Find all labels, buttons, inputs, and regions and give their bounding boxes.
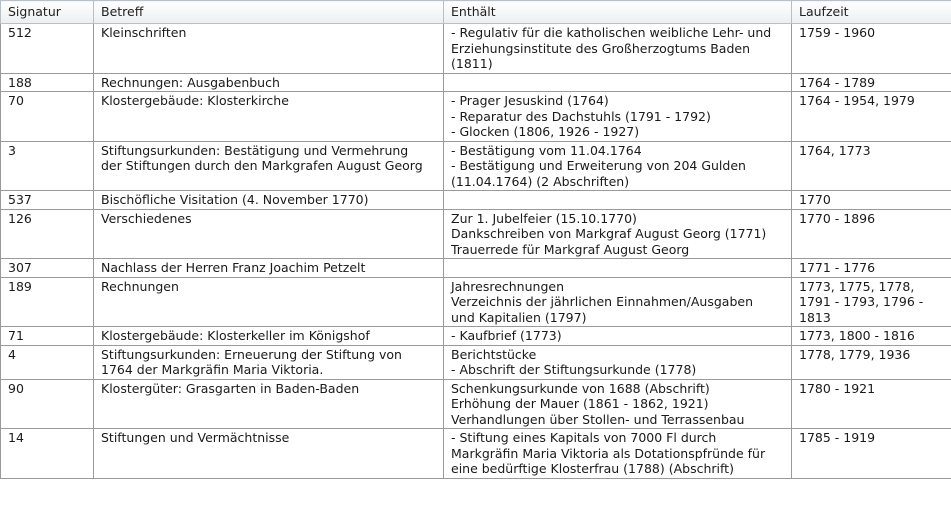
- cell-betreff-line: Klostergüter: Grasgarten in Baden-Baden: [101, 380, 360, 396]
- table-row[interactable]: [1, 191, 951, 210]
- cell-enthaelt-line: - Stiftung eines Kapitals von 7000 Fl durch: [451, 430, 717, 445]
- cell-laufzeit: [792, 345, 951, 379]
- cell-enthaelt: [444, 379, 792, 429]
- cell-laufzeit-line: 1770 - 1896: [799, 210, 876, 226]
- cell-betreff: [94, 259, 444, 278]
- cell-laufzeit-line: 1771 - 1776: [799, 260, 876, 275]
- cell-enthaelt-line: - Bestätigung und Erweiterung von 204 Gulden: [451, 158, 746, 173]
- cell-enthaelt-line: Berichtstücke: [451, 346, 537, 362]
- cell-betreff-line: Verschiedenes: [101, 210, 192, 226]
- cell-betreff: [94, 429, 444, 479]
- cell-betreff: [94, 92, 444, 142]
- table-row[interactable]: [1, 277, 951, 327]
- cell-betreff-line: Stiftungen und Vermächtnisse: [101, 430, 290, 445]
- cell-enthaelt-line: Markgräfin Maria Viktoria als Dotationspfründe für: [451, 445, 766, 461]
- table-row[interactable]: [1, 259, 951, 278]
- cell-laufzeit-line: 1791 - 1793, 1796 -: [799, 294, 924, 309]
- cell-betreff-line: Rechnungen: Ausgabenbuch: [101, 74, 280, 90]
- cell-betreff: [94, 379, 444, 429]
- cell-enthaelt: [444, 92, 792, 142]
- cell-betreff-line: der Stiftungen durch den Markgrafen August Georg: [101, 158, 423, 173]
- cell-enthaelt: [444, 209, 792, 259]
- cell-enthaelt: [444, 24, 792, 74]
- table-row[interactable]: [1, 92, 951, 142]
- cell-enthaelt-line: und Kapitalien (1797): [451, 309, 587, 325]
- cell-laufzeit-line: 1764 - 1789: [799, 74, 876, 90]
- cell-enthaelt-line: Verzeichnis der jährlichen Einnahmen/Ausgaben: [451, 294, 753, 309]
- cell-enthaelt-line: Jahresrechnungen: [451, 278, 565, 294]
- cell-enthaelt-line: - Regulativ für die katholischen weibliche Lehr- und: [451, 25, 772, 40]
- cell-laufzeit: [792, 92, 951, 142]
- cell-enthaelt-line: Erziehungsinstitute des Großherzogtums Baden: [451, 40, 750, 56]
- table-row[interactable]: [1, 24, 951, 74]
- cell-betreff: [94, 327, 444, 346]
- cell-enthaelt-line: Schenkungsurkunde von 1688 (Abschrift): [451, 380, 710, 396]
- header-row: [1, 1, 951, 24]
- cell-laufzeit-line: 1785 - 1919: [799, 430, 876, 445]
- table-row[interactable]: [1, 345, 951, 379]
- cell-betreff-line: Stiftungsurkunden: Bestätigung und Vermehrung: [101, 142, 409, 158]
- cell-enthaelt-line: (11.04.1764) (2 Abschriften): [451, 173, 630, 189]
- cell-laufzeit-line: 1764 - 1954, 1979: [799, 93, 915, 108]
- cell-betreff-line: Bischöfliche Visitation (4. November 1770): [101, 192, 369, 207]
- column-header-laufzeit[interactable]: Laufzeit: [792, 1, 951, 24]
- cell-signatur: 70: [1, 92, 94, 142]
- cell-enthaelt-line: Verhandlungen über Stollen- und Terrassenbau: [451, 411, 745, 427]
- cell-laufzeit: [792, 209, 951, 259]
- cell-laufzeit: [792, 259, 951, 278]
- cell-signatur: 4: [1, 345, 94, 379]
- cell-laufzeit-line: 1764, 1773: [799, 142, 871, 158]
- cell-enthaelt-line: - Bestätigung vom 11.04.1764: [451, 142, 642, 158]
- cell-laufzeit: [792, 429, 951, 479]
- cell-betreff-line: Klostergebäude: Klosterkeller im Königshof: [101, 328, 370, 343]
- cell-signatur: 3: [1, 141, 94, 191]
- cell-signatur: 189: [1, 277, 94, 327]
- cell-betreff-line: Kleinschriften: [101, 25, 187, 40]
- cell-laufzeit-line: 1778, 1779, 1936: [799, 346, 911, 362]
- table-row[interactable]: [1, 73, 951, 92]
- cell-enthaelt-line: eine bedürftige Klosterfrau (1788) (Abschrift): [451, 461, 734, 476]
- cell-enthaelt: [444, 327, 792, 346]
- cell-enthaelt-line: - Reparatur des Dachstuhls (1791 - 1792): [451, 108, 711, 124]
- table-row[interactable]: [1, 209, 951, 259]
- cell-laufzeit: [792, 141, 951, 191]
- cell-enthaelt-line: - Kaufbrief (1773): [451, 328, 562, 343]
- cell-betreff: [94, 209, 444, 259]
- table-row[interactable]: [1, 141, 951, 191]
- cell-enthaelt-line: Dankschreiben von Markgraf August Georg (1771): [451, 226, 767, 241]
- cell-laufzeit: [792, 191, 951, 210]
- cell-laufzeit-line: 1780 - 1921: [799, 380, 876, 396]
- cell-laufzeit: [792, 73, 951, 92]
- cell-signatur: 512: [1, 24, 94, 74]
- cell-enthaelt-line: Trauerrede für Markgraf August Georg: [451, 241, 690, 257]
- cell-enthaelt-line: - Glocken (1806, 1926 - 1927): [451, 124, 640, 139]
- cell-signatur: 126: [1, 209, 94, 259]
- cell-betreff: [94, 277, 444, 327]
- cell-laufzeit-line: 1813: [799, 309, 831, 325]
- cell-laufzeit: [792, 379, 951, 429]
- cell-enthaelt-line: - Prager Jesuskind (1764): [451, 93, 609, 108]
- cell-betreff: [94, 24, 444, 74]
- table-body: [1, 24, 951, 479]
- table-row[interactable]: [1, 429, 951, 479]
- cell-enthaelt-line: Zur 1. Jubelfeier (15.10.1770): [451, 210, 637, 226]
- cell-enthaelt: [444, 141, 792, 191]
- cell-enthaelt: [444, 73, 792, 92]
- cell-enthaelt: [444, 429, 792, 479]
- cell-enthaelt-line: (1811): [451, 56, 493, 71]
- cell-enthaelt-line: - Abschrift der Stiftungsurkunde (1778): [451, 362, 697, 377]
- cell-enthaelt: [444, 259, 792, 278]
- cell-signatur: 14: [1, 429, 94, 479]
- cell-betreff-line: 1764 der Markgräfin Maria Viktoria.: [101, 362, 324, 377]
- cell-enthaelt-line: Erhöhung der Mauer (1861 - 1862, 1921): [451, 396, 709, 411]
- cell-laufzeit-line: 1773, 1800 - 1816: [799, 328, 915, 343]
- cell-signatur: 71: [1, 327, 94, 346]
- cell-enthaelt: [444, 191, 792, 210]
- cell-laufzeit-line: 1770: [799, 192, 831, 207]
- cell-betreff: [94, 345, 444, 379]
- cell-laufzeit-line: 1773, 1775, 1778,: [799, 278, 915, 294]
- cell-betreff: [94, 73, 444, 92]
- cell-betreff: [94, 141, 444, 191]
- cell-laufzeit: [792, 327, 951, 346]
- cell-betreff: [94, 191, 444, 210]
- cell-laufzeit: [792, 24, 951, 74]
- cell-signatur: 307: [1, 259, 94, 278]
- table-row[interactable]: [1, 327, 951, 346]
- cell-betreff-line: Klostergebäude: Klosterkirche: [101, 93, 289, 108]
- table-row[interactable]: [1, 379, 951, 429]
- cell-betreff-line: Stiftungsurkunden: Erneuerung der Stiftung von: [101, 346, 402, 362]
- cell-enthaelt: [444, 345, 792, 379]
- column-header-enthaelt[interactable]: Enthält: [444, 1, 792, 24]
- cell-betreff-line: Rechnungen: [101, 278, 179, 294]
- column-header-betreff[interactable]: Betreff: [94, 1, 444, 24]
- column-header-signatur[interactable]: Signatur: [1, 1, 94, 24]
- cell-laufzeit: [792, 277, 951, 327]
- cell-signatur: 90: [1, 379, 94, 429]
- cell-laufzeit-line: 1759 - 1960: [799, 25, 876, 40]
- cell-signatur: 537: [1, 191, 94, 210]
- cell-betreff-line: Nachlass der Herren Franz Joachim Petzelt: [101, 260, 366, 275]
- cell-signatur: 188: [1, 73, 94, 92]
- cell-enthaelt: [444, 277, 792, 327]
